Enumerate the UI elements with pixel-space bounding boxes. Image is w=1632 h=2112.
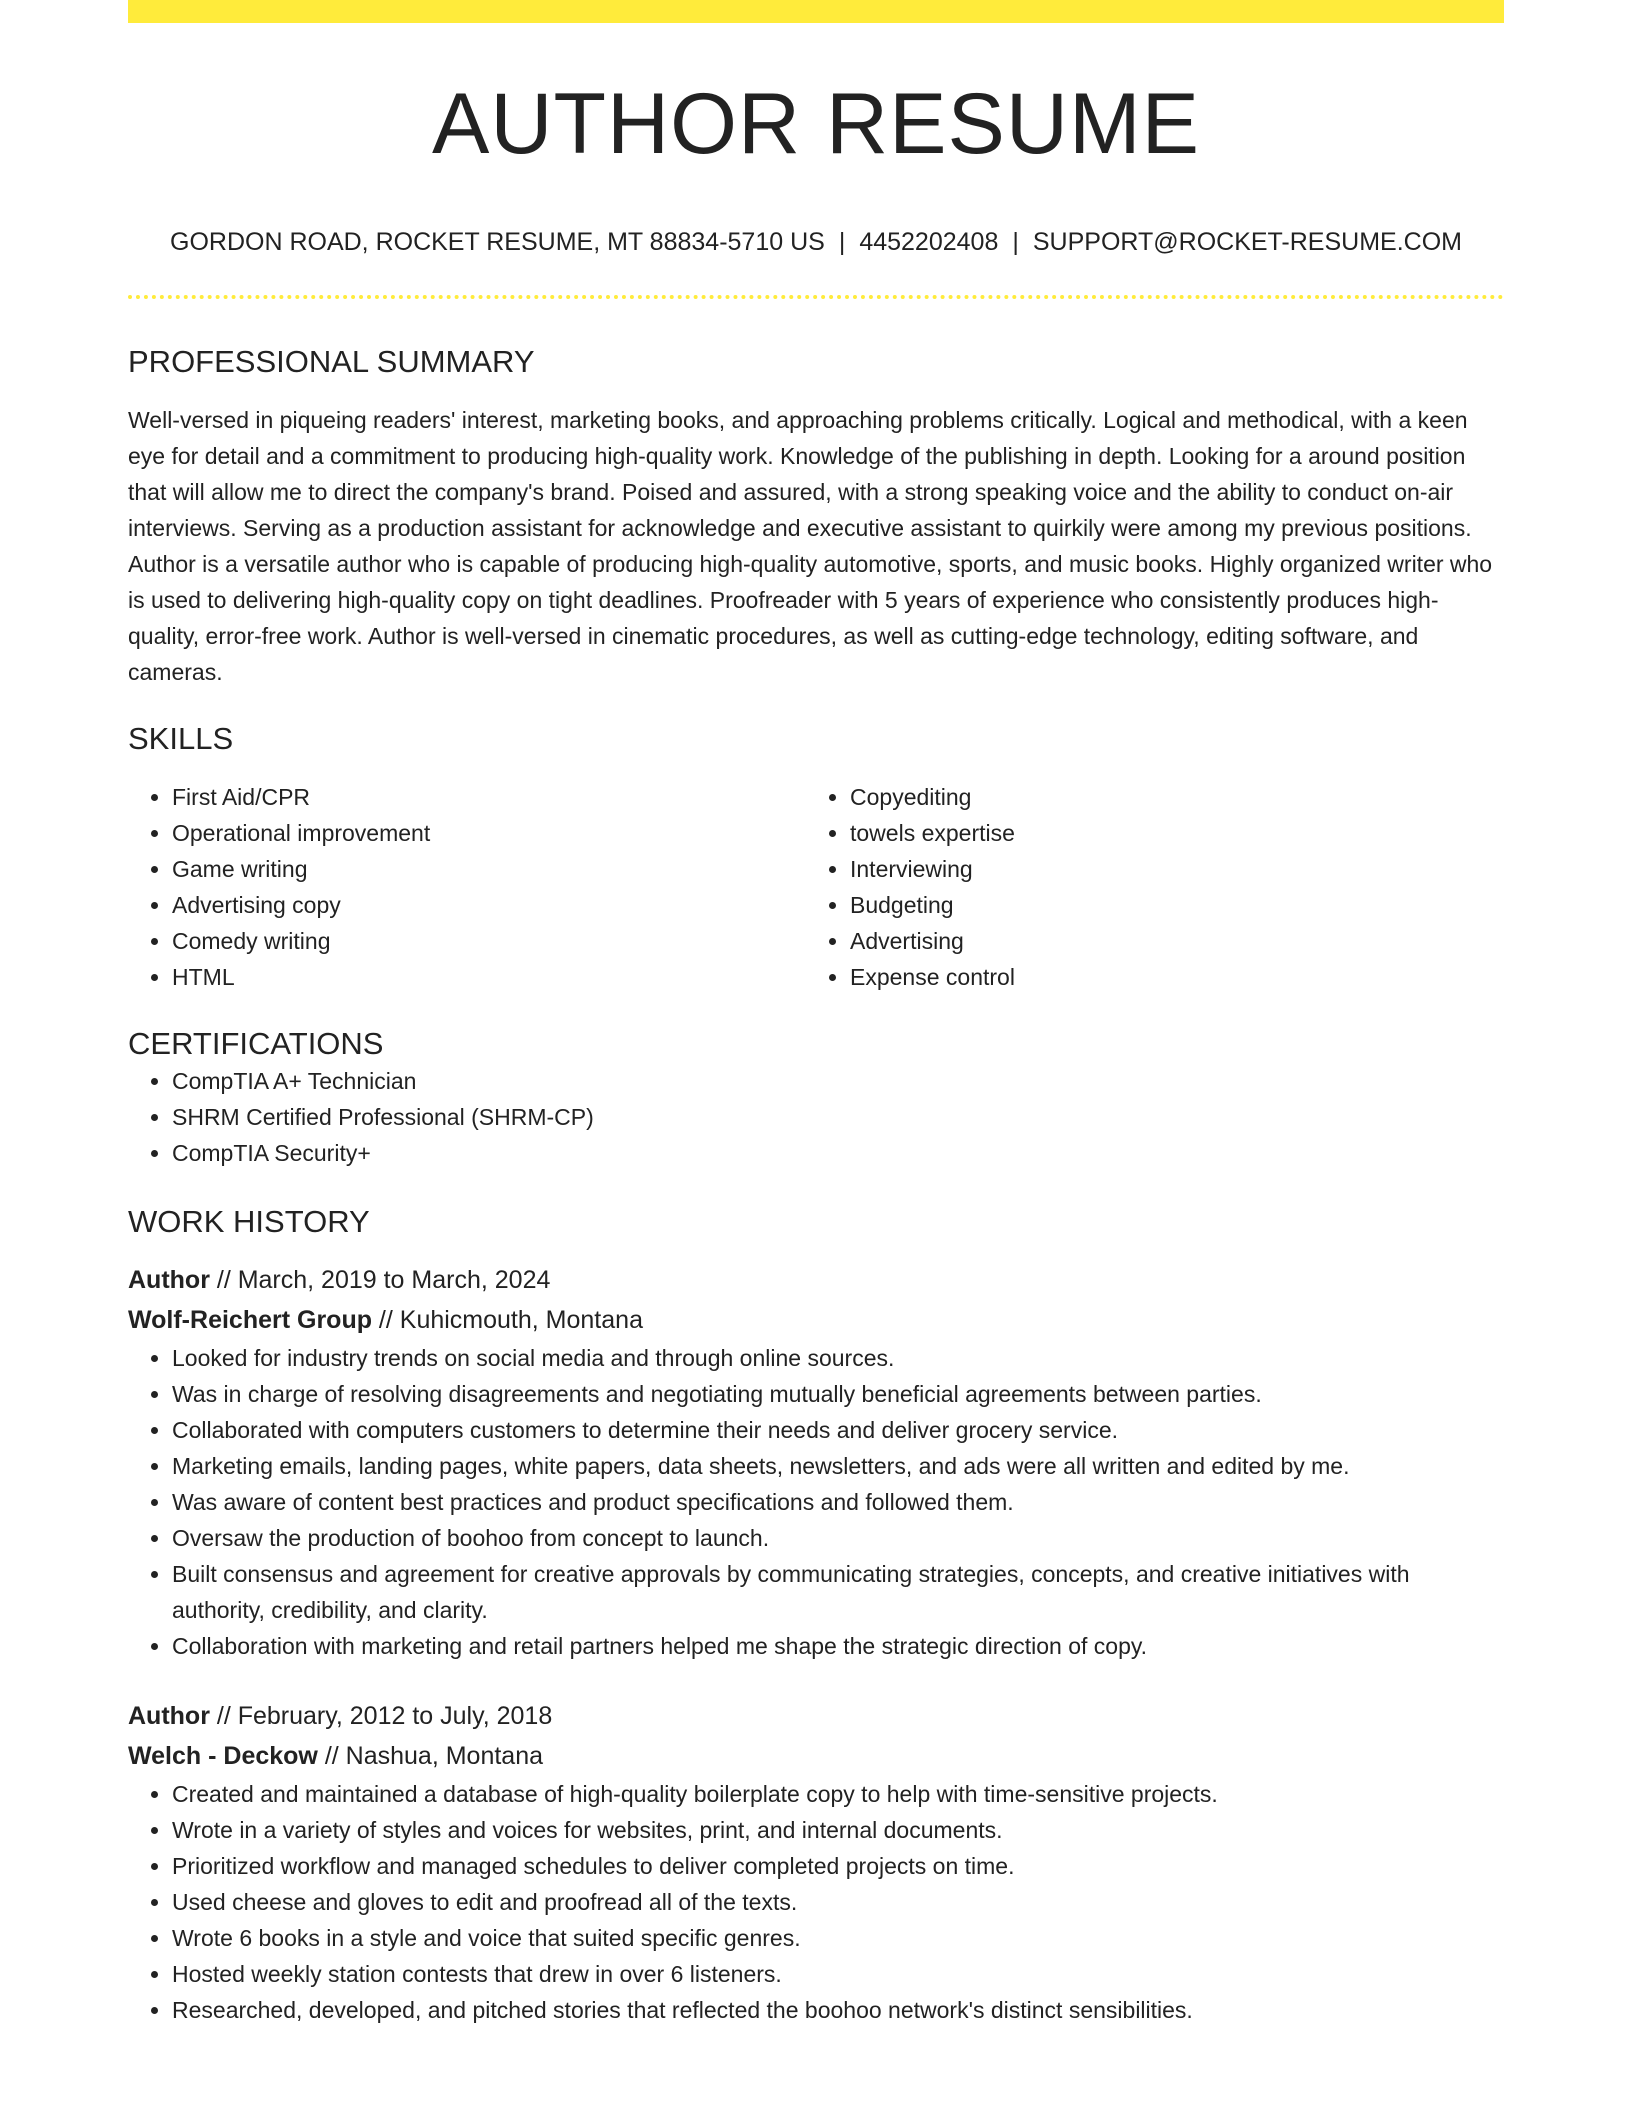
job-duty: • Collaborated with computers customers to determine their needs and deliver grocery service. bbox=[172, 1412, 1504, 1448]
skill-item: • Advertising copy bbox=[172, 887, 806, 923]
job-dates: // March, 2019 to March, 2024 bbox=[209, 1265, 551, 1294]
skills-list-right bbox=[806, 779, 1484, 995]
certification-item: • SHRM Certified Professional (SHRM-CP) bbox=[172, 1099, 1504, 1135]
skill-item: • Expense control bbox=[850, 959, 1484, 995]
skill-item: • Advertising bbox=[850, 923, 1484, 959]
contact-address: GORDON ROAD, ROCKET RESUME, MT 88834-5710 US bbox=[170, 228, 825, 256]
skills-column-right bbox=[806, 779, 1484, 995]
job-duty: • Was aware of content best practices and product specifications and followed them. bbox=[172, 1484, 1504, 1520]
job-title: Author bbox=[128, 1265, 210, 1294]
job-company: Welch - Deckow bbox=[128, 1741, 318, 1770]
resume-page bbox=[128, 0, 1504, 2028]
skill-item: • Operational improvement bbox=[172, 815, 806, 851]
job-dates: // February, 2012 to July, 2018 bbox=[209, 1701, 553, 1730]
skill-item: • Copyediting bbox=[850, 779, 1484, 815]
job-duty: • Used cheese and gloves to edit and proofread all of the texts. bbox=[172, 1884, 1504, 1920]
job-title: Author bbox=[128, 1701, 210, 1730]
job-location: // Nashua, Montana bbox=[317, 1741, 544, 1770]
summary-text: Well-versed in piqueing readers' interest, marketing books, and approaching problems critically. Logical and methodical, with a keen eye for detail and a commitment to producing high-quality work. Knowledge of the publishing in depth. Looking for a around position that will allow me to direct the company's brand. Poised and assured, with a strong speaking voice and the ability to conduct on-air interviews. Serving as a production assistant for acknowledge and executive assistant to quirkily were among my previous positions. Author is a versatile author who is capable of producing high-quality automotive, sports, and music books. Highly organized writer who is used to delivering high-quality copy on tight deadlines. Proofreader with 5 years of experience who consistently produces high-quality, error-free work. Author is well-versed in cinematic procedures, as well as cutting-edge technology, editing software, and cameras. bbox=[128, 407, 1493, 686]
skill-item: • Interviewing bbox=[850, 851, 1484, 887]
job-duty: • Created and maintained a database of high-quality boilerplate copy to help with time-sensitive projects. bbox=[172, 1776, 1504, 1812]
job-duty: • Wrote in a variety of styles and voices for websites, print, and internal documents. bbox=[172, 1812, 1504, 1848]
job-duty: • Looked for industry trends on social media and through online sources. bbox=[172, 1340, 1504, 1376]
job-duty: • Was in charge of resolving disagreements and negotiating mutually beneficial agreements between parties. bbox=[172, 1376, 1504, 1412]
skill-item: • Game writing bbox=[172, 851, 806, 887]
contact-separator: | bbox=[1012, 228, 1019, 256]
job-duty: • Wrote 6 books in a style and voice that suited specific genres. bbox=[172, 1920, 1504, 1956]
job-title-line bbox=[128, 1696, 1504, 1736]
job-duties-list bbox=[128, 1776, 1504, 2028]
job-duty: • Prioritized workflow and managed schedules to deliver completed projects on time. bbox=[172, 1848, 1504, 1884]
job-duty: • Hosted weekly station contests that drew in over 6 listeners. bbox=[172, 1956, 1504, 1992]
resume-title: AUTHOR RESUME bbox=[432, 76, 1200, 172]
certification-item: • CompTIA Security+ bbox=[172, 1135, 1504, 1171]
skills-column-left bbox=[128, 779, 806, 995]
contact-separator: | bbox=[838, 228, 846, 256]
job-duty: • Collaboration with marketing and retail partners helped me shape the strategic direction of copy. bbox=[172, 1628, 1504, 1664]
contact-email: SUPPORT@ROCKET-RESUME.COM bbox=[1032, 228, 1462, 256]
certifications-list bbox=[128, 1063, 1504, 1171]
skill-item: • HTML bbox=[172, 959, 806, 995]
dotted-divider bbox=[128, 295, 1504, 299]
skill-item: • towels expertise bbox=[850, 815, 1484, 851]
summary-heading: PROFESSIONAL SUMMARY bbox=[128, 344, 535, 379]
job-entry bbox=[128, 1260, 1504, 1664]
job-entry bbox=[128, 1696, 1504, 2028]
certification-item: • CompTIA A+ Technician bbox=[172, 1063, 1504, 1099]
accent-top-bar bbox=[128, 0, 1504, 23]
job-duty: • Oversaw the production of boohoo from concept to launch. bbox=[172, 1520, 1504, 1556]
job-company-line bbox=[128, 1736, 1504, 1776]
skill-item: • Comedy writing bbox=[172, 923, 806, 959]
skills-grid bbox=[128, 779, 1504, 995]
skill-item: • First Aid/CPR bbox=[172, 779, 806, 815]
job-duties-list bbox=[128, 1340, 1504, 1664]
job-duty: • Marketing emails, landing pages, white papers, data sheets, newsletters, and ads were all written and edited by me. bbox=[172, 1448, 1504, 1484]
skills-list-left bbox=[128, 779, 806, 995]
job-company: Wolf-Reichert Group bbox=[128, 1305, 372, 1334]
job-company-line bbox=[128, 1300, 1504, 1340]
contact-phone: 4452202408 bbox=[859, 228, 999, 256]
contact-line bbox=[128, 227, 1504, 257]
job-duty: • Built consensus and agreement for creative approvals by communicating strategies, concepts, and creative initiatives with authority, credibility, and clarity. bbox=[172, 1556, 1504, 1628]
work-history-heading: WORK HISTORY bbox=[128, 1203, 370, 1239]
job-location: // Kuhicmouth, Montana bbox=[371, 1305, 643, 1334]
skill-item: • Budgeting bbox=[850, 887, 1484, 923]
skills-heading: SKILLS bbox=[128, 721, 234, 757]
job-duty: • Researched, developed, and pitched stories that reflected the boohoo network's distinct sensibilities. bbox=[172, 1992, 1504, 2028]
certifications-heading: CERTIFICATIONS bbox=[128, 1026, 384, 1062]
job-title-line bbox=[128, 1260, 1504, 1300]
